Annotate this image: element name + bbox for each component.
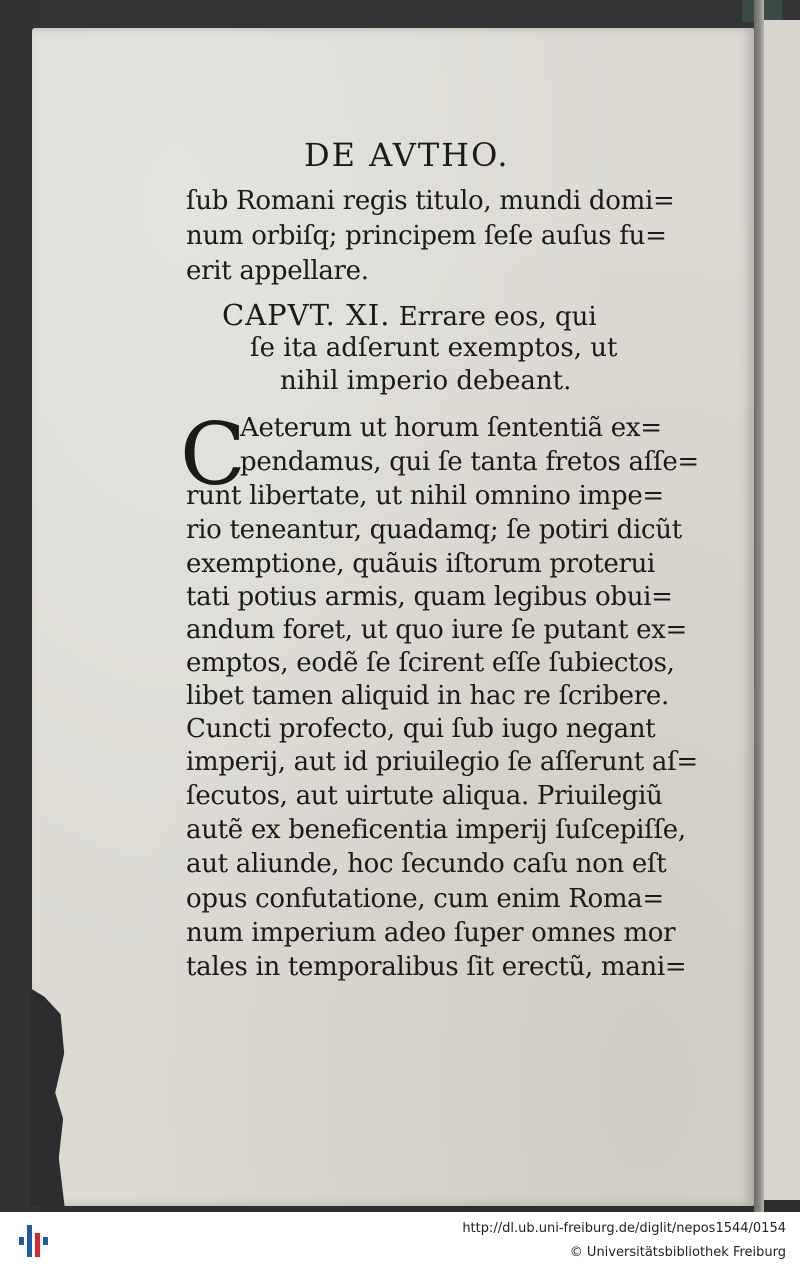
body-line: exemptione, quãuis iſtorum proterui [186, 549, 656, 579]
drop-cap-initial: C [180, 405, 246, 505]
chapter-heading-line-3: nihil imperio debeant. [280, 366, 572, 396]
body-line: imperij, aut id priuilegio ſe aſſerunt aſ= [186, 747, 698, 777]
torn-corner [30, 988, 66, 1206]
body-line: libet tamen aliquid in hac re ſcribere. [186, 681, 669, 711]
body-line: tales in temporalibus ſit erectũ, mani= [186, 952, 687, 982]
chapter-heading-line-2: ſe ita adſerunt exemptos, ut [250, 333, 618, 363]
body-line: aut aliunde, hoc ſecundo caſu non eſt [186, 849, 667, 879]
running-head: DE AVTHO. [304, 136, 510, 174]
body-line: num imperium adeo ſuper omnes mor [186, 918, 676, 948]
chapter-number: CAPVT. XI. [222, 298, 391, 332]
body-line: tati potius armis, quam legibus obui= [186, 582, 673, 612]
body-line: Aeterum ut horum ſententiã ex= [240, 413, 662, 443]
document-url-link[interactable]: http://dl.ub.uni-freiburg.de/diglit/nepos1544/0154 [462, 1221, 786, 1236]
next-page-edge [762, 20, 800, 1200]
body-line: pendamus, qui ſe tanta fretos aſſe= [240, 447, 699, 477]
chapter-heading-line-1 [222, 298, 597, 332]
body-line: autẽ ex beneficentia imperij ſuſcepiſſe, [186, 815, 686, 845]
ub-freiburg-logo-icon [14, 1221, 50, 1261]
viewer-footer [0, 1212, 800, 1270]
body-line: rio teneantur, quadamq; ſe potiri dicũt [186, 515, 682, 545]
body-line: runt libertate, ut nihil omnino impe= [186, 481, 664, 511]
body-line: andum foret, ut quo iure ſe putant ex= [186, 615, 688, 645]
opening-line: num orbiſq; principem ſeſe auſus fu= [186, 221, 667, 251]
body-line: emptos, eodẽ ſe ſcirent eſſe ſubiectos, [186, 648, 675, 678]
body-line: opus confutatione, cum enim Roma= [186, 884, 664, 914]
chapter-title-start: Errare eos, qui [398, 302, 597, 332]
opening-line: erit appellare. [186, 256, 369, 286]
opening-line: ſub Romani regis titulo, mundi domi= [186, 186, 675, 216]
page-gutter [754, 0, 764, 1212]
copyright-notice: © Universitätsbibliothek Freiburg [569, 1245, 786, 1260]
body-line: Cuncti profecto, qui ſub iugo negant [186, 714, 656, 744]
body-line: ſecutos, aut uirtute aliqua. Priuilegiũ [186, 781, 663, 811]
